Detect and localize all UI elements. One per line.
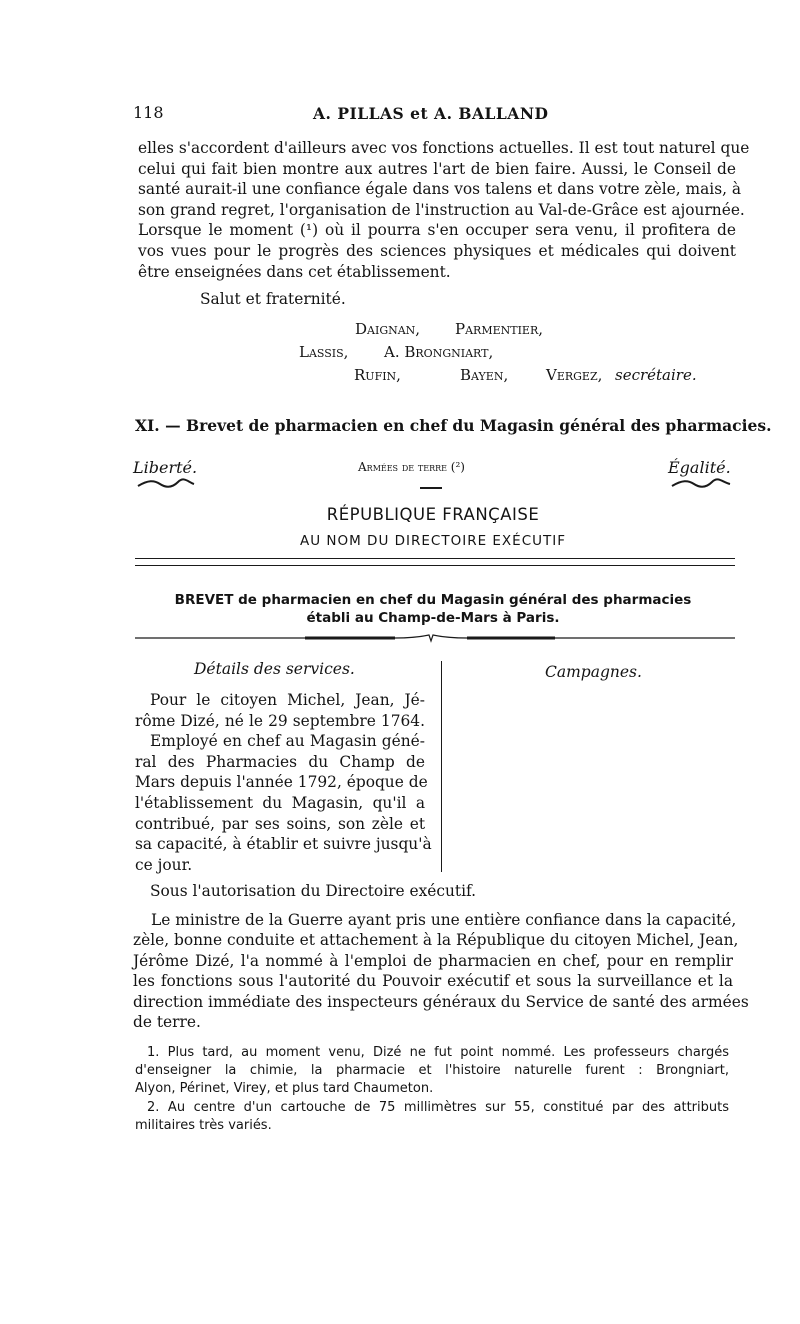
ministre-paragraph xyxy=(133,910,749,1032)
details-line: ce jour. xyxy=(135,855,193,874)
ministre-line: les fonctions sous l'autorité du Pouvoir exécutif et sous la surveillance et la xyxy=(133,972,733,991)
brevet-title-line2: établi au Champ-de-Mars à Paris. xyxy=(306,610,560,626)
details-line: ral des Pharmacies du Champ de xyxy=(135,752,425,771)
signature-lassis: Lassis, xyxy=(299,343,349,361)
autorisation-line: Sous l'autorisation du Directoire exécutif. xyxy=(150,882,477,900)
details-heading: Détails des services. xyxy=(194,660,355,678)
details-text xyxy=(135,690,432,875)
letter-line: son grand regret, l'organisation de l'instruction au Val-de-Grâce est ajournée. xyxy=(138,200,745,219)
section-title: XI. — Brevet de pharmacien en chef du Magasin général des pharmacies. xyxy=(135,416,772,435)
double-rule-top xyxy=(135,558,735,559)
page-number: 118 xyxy=(133,103,164,122)
footnote-line: d'enseigner la chimie, la pharmacie et l'histoire naturelle furent : Brongniart, xyxy=(135,1063,729,1079)
flourish-right-ornament xyxy=(670,478,732,490)
details-line: Pour le citoyen Michel, Jean, Jé- xyxy=(150,691,425,709)
details-line: contribué, par ses soins, son zèle et xyxy=(135,814,425,833)
campagnes-heading: Campagnes. xyxy=(545,663,642,681)
letter-line: santé aurait-il une confiance égale dans vos talens et dans votre zèle, mais, à xyxy=(138,180,742,199)
armees-heading: Armées de terre (²) xyxy=(358,460,465,474)
signature-daignan: Daignan, xyxy=(355,320,421,338)
short-rule xyxy=(420,487,442,489)
ornamental-rule xyxy=(135,633,735,649)
letter-line: vos vues pour le progrès des sciences physiques et médicales qui doivent xyxy=(138,241,736,260)
letter-paragraph xyxy=(138,138,750,282)
signature-brongniart: A. Brongniart, xyxy=(384,343,494,361)
signature-role: secrétaire. xyxy=(615,366,697,384)
footnote-line: militaires très variés. xyxy=(135,1117,272,1133)
signature-rufin: Rufin, xyxy=(354,366,401,384)
ministre-line: zèle, bonne conduite et attachement à la République du citoyen Michel, Jean, xyxy=(133,931,739,950)
republique-heading: RÉPUBLIQUE FRANÇAISE xyxy=(326,505,540,524)
ministre-line: de terre. xyxy=(133,1013,201,1032)
letter-line: être enseignées dans cet établissement. xyxy=(138,262,451,281)
motto-liberte: Liberté. xyxy=(133,458,198,477)
letter-line: Lorsque le moment (¹) où il pourra s'en occuper sera venu, il profitera de xyxy=(138,221,736,240)
running-title: A. PILLAS et A. BALLAND xyxy=(313,104,549,123)
details-line: sa capacité, à établir et suivre jusqu'à xyxy=(135,835,432,854)
details-line: Employé en chef au Magasin géné- xyxy=(150,732,425,751)
brevet-title-line1: BREVET de pharmacien en chef du Magasin général des pharmacies xyxy=(174,592,692,608)
signature-bayen: Bayen, xyxy=(460,366,509,384)
signature-vergez: Vergez, xyxy=(546,366,603,384)
footnote-line: 1. Plus tard, au moment venu, Dizé ne fut point nommé. Les professeurs chargés xyxy=(147,1045,729,1060)
ministre-line: Jérôme Dizé, l'a nommé à l'emploi de pharmacien en chef, pour en remplir xyxy=(133,951,733,970)
ministre-line: direction immédiate des inspecteurs généraux du Service de santé des armées xyxy=(133,992,749,1011)
double-rule-bottom xyxy=(135,565,735,566)
column-divider xyxy=(441,661,442,872)
ministre-line: Le ministre de la Guerre ayant pris une entière confiance dans la capacité, xyxy=(151,911,737,929)
details-line: rôme Dizé, né le 29 septembre 1764. xyxy=(135,711,425,730)
letter-line: celui qui fait bien montre aux autres l'art de bien faire. Aussi, le Conseil de xyxy=(138,159,736,178)
details-line: Mars depuis l'année 1792, époque de xyxy=(135,773,428,792)
motto-egalite: Égalité. xyxy=(668,458,731,477)
footnote-line: Alyon, Périnet, Virey, et plus tard Chaumeton. xyxy=(135,1081,434,1097)
signature-parmentier: Parmentier, xyxy=(455,320,543,338)
footnote-line: 2. Au centre d'un cartouche de 75 millimètres sur 55, constitué par des attributs xyxy=(147,1099,729,1115)
directoire-heading: AU NOM DU DIRECTOIRE EXÉCUTIF xyxy=(299,533,566,549)
letter-line: elles s'accordent d'ailleurs avec vos fonctions actuelles. Il est tout naturel que xyxy=(138,139,750,157)
details-line: l'établissement du Magasin, qu'il a xyxy=(135,793,425,812)
flourish-left-ornament xyxy=(136,478,196,490)
letter-closing: Salut et fraternité. xyxy=(200,290,346,308)
footnotes xyxy=(135,1044,729,1135)
